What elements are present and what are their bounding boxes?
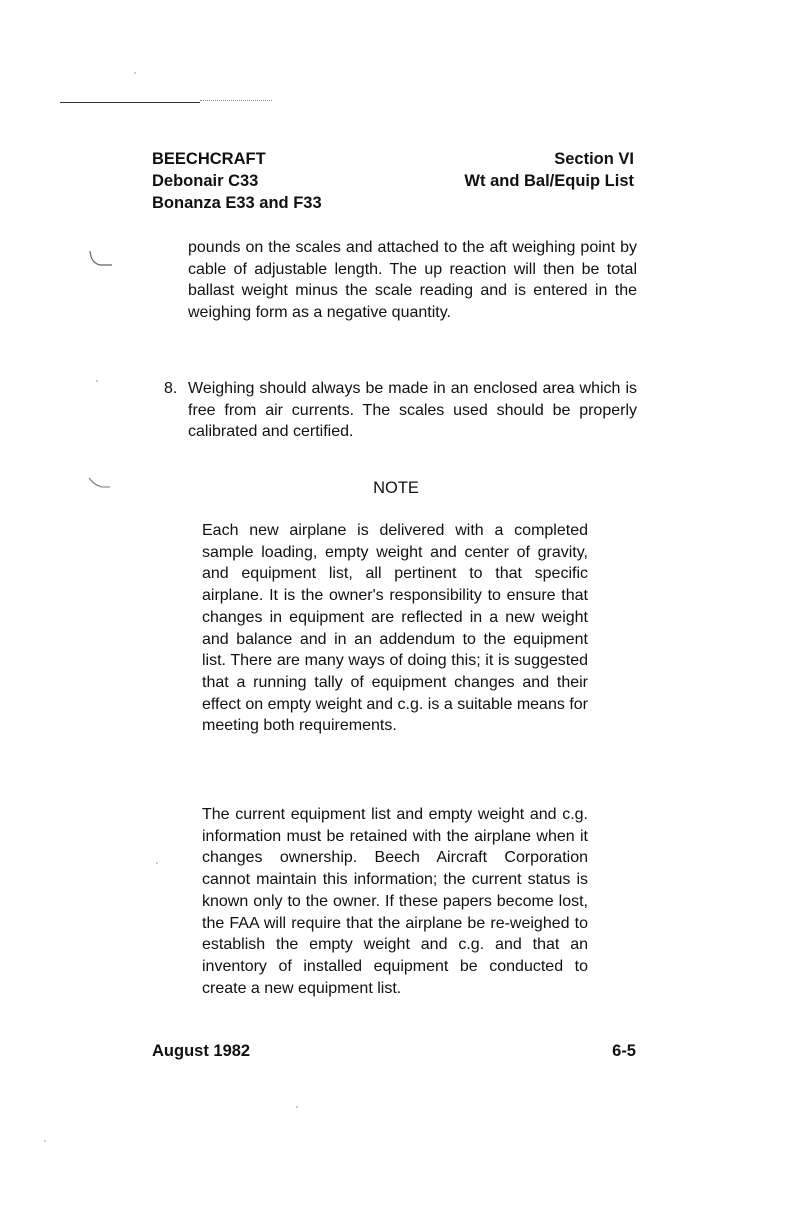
list-item-text: Weighing should always be made in an enclosed area which is free from air currents. The scales used should be properly calibrated and certified.: [188, 380, 637, 441]
continued-paragraph: pounds on the scales and attached to the aft weighing point by cable of adjustable length. The up reaction will then be total ballast weight minus the scale reading and is entered in the weighing form as a negative quantity.: [188, 239, 637, 322]
scan-speck: [296, 1106, 298, 1108]
list-item-number: 8.: [164, 380, 178, 397]
footer-date: August 1982: [152, 1042, 251, 1060]
header-right: [464, 148, 634, 192]
scan-speck: [96, 380, 98, 382]
scan-speck: [156, 862, 158, 864]
note-heading: NOTE: [373, 479, 419, 497]
header-model-1: Debonair C33: [152, 172, 259, 190]
header-model-2: Bonanza E33 and F33: [152, 194, 322, 212]
header-section: Section VI: [554, 150, 634, 168]
note-paragraph-1: Each new airplane is delivered with a completed sample loading, empty weight and center of gravity, and equipment list, all pertinent to that specific airplane. It is the owner's responsibility to ensure that changes in equipment are reflected in a new weight and balance and in an addendum to the equipment list. There are many ways of doing this; it is suggested that a running tally of equipment changes and their effect on empty weight and c.g. is a suitable means for meeting both requirements.: [202, 522, 588, 735]
footer-page-number: 6-5: [612, 1042, 636, 1060]
scan-speck: [44, 1140, 46, 1142]
scan-speck: [134, 72, 136, 74]
header-manufacturer: BEECHCRAFT: [152, 150, 266, 168]
header-section-title: Wt and Bal/Equip List: [464, 172, 634, 190]
margin-tick-mark: [88, 250, 114, 268]
top-scan-rule-dotted: [200, 100, 272, 101]
header-left: [152, 148, 322, 214]
top-scan-rule: [60, 102, 200, 103]
note-paragraph-2: The current equipment list and empty weight and c.g. information must be retained with the airplane when it changes ownership. Beech Aircraft Corporation cannot maintain this information; the current status is known only to the owner. If these papers become lost, the FAA will require that the airplane be re-weighed to establish the empty weight and c.g. and that an inventory of installed equipment be conducted to create a new equipment list.: [202, 806, 588, 997]
